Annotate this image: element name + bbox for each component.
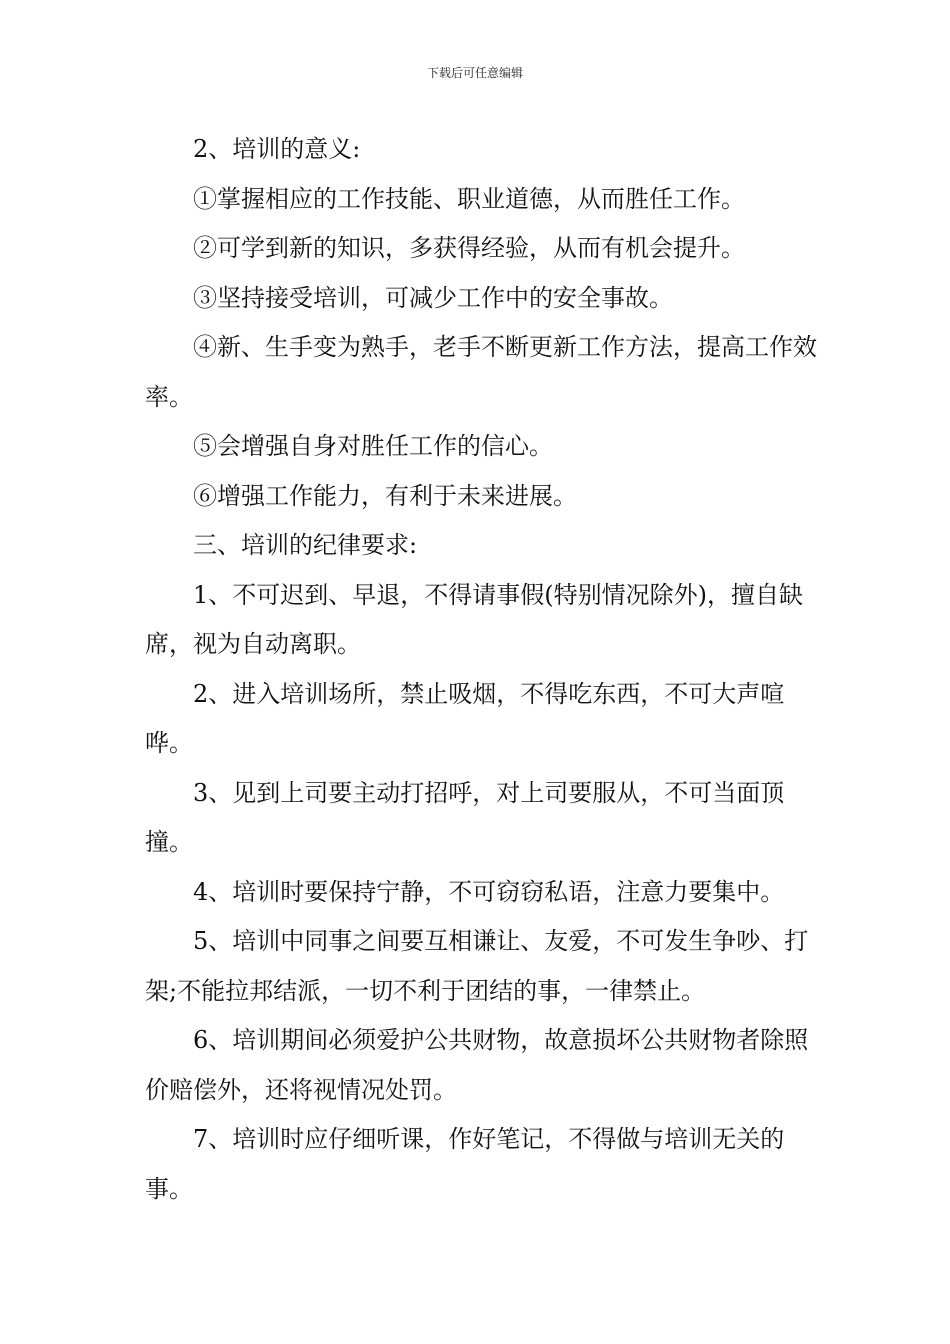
section-heading-discipline: 三、培训的纪律要求: <box>193 531 418 559</box>
list-item-meaning-1: ①掌握相应的工作技能、职业道德，从而胜任工作。 <box>193 184 745 213</box>
rule-item-3: 3、见到上司要主动打招呼，对上司要服从，不可当面顶撞。 <box>145 778 785 856</box>
list-item-meaning-5: ⑤会增强自身对胜任工作的信心。 <box>193 432 553 460</box>
list-item-meaning-2: ②可学到新的知识，多获得经验，从而有机会提升。 <box>193 234 745 262</box>
section-heading-training-meaning: 2、培训的意义: <box>193 135 361 163</box>
rule-item-1: 1、不可迟到、早退，不得请事假(特别情况除外)，擅自缺席，视为自动离职。 <box>145 580 803 658</box>
rule-item-5: 5、培训中同事之间要互相谦让、友爱，不可发生争吵、打架;不能拉邦结派，一切不利于团结的事，一律禁止。 <box>145 927 809 1005</box>
list-item-meaning-4: ④新、生手变为熟手，老手不断更新工作方法，提高工作效率。 <box>145 333 817 411</box>
page-header: 下载后可任意编辑 <box>426 66 523 80</box>
document-body <box>145 125 825 1214</box>
rule-item-6: 6、培训期间必须爱护公共财物，故意损坏公共财物者除照价赔偿外，还将视情况处罚。 <box>145 1026 809 1104</box>
list-item-meaning-6: ⑥增强工作能力，有利于未来进展。 <box>193 481 577 510</box>
rule-item-7: 7、培训时应仔细听课，作好笔记，不得做与培训无关的事。 <box>145 1125 785 1203</box>
rule-item-4: 4、培训时要保持宁静，不可窃窃私语，注意力要集中。 <box>193 877 785 906</box>
rule-item-2: 2、进入培训场所，禁止吸烟，不得吃东西，不可大声喧哗。 <box>145 679 785 757</box>
list-item-meaning-3: ③坚持接受培训，可减少工作中的安全事故。 <box>193 283 673 312</box>
